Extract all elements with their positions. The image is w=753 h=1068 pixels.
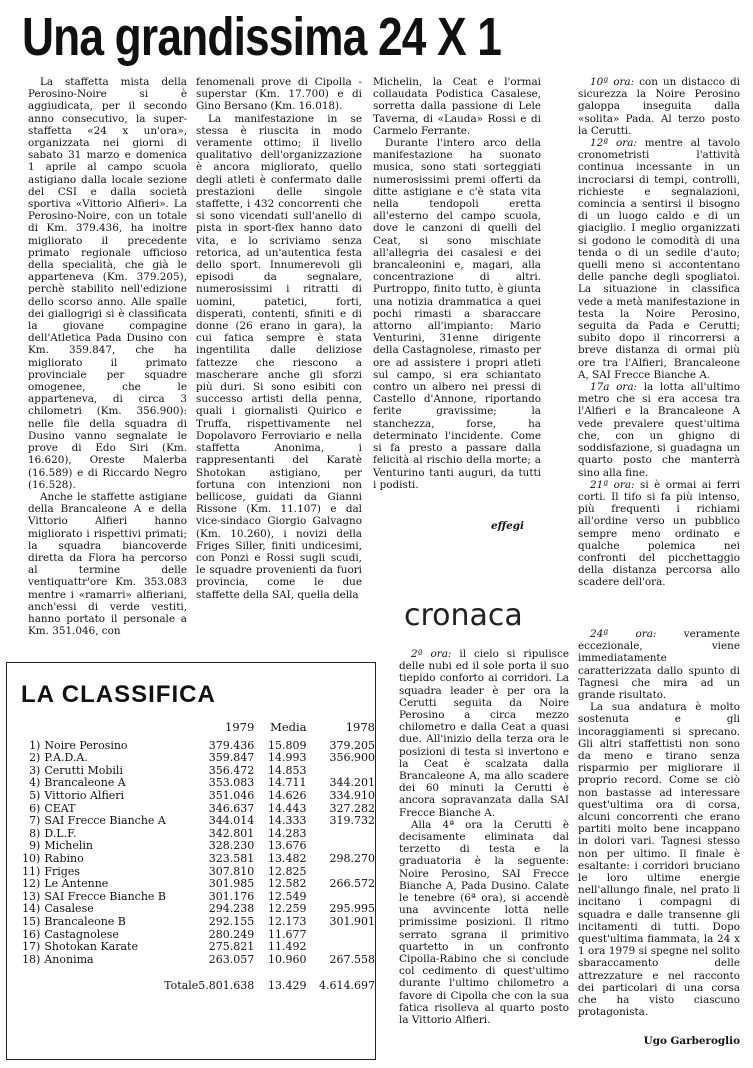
team-name: Brancaleone B [44,914,126,928]
media: 14.626 [268,788,307,802]
total-row [17,966,375,993]
team-name: D.L.F. [44,826,77,840]
paragraph: Michelin, la Ceat e l'ormai collaudata Podistica Casalese, sorretta dalla passione di Lele Taverna, di «Lauda» Rossi e di Carmelo Ferrante. [373,76,541,137]
media: 12.259 [268,902,307,916]
km-1978: 319.732 [329,814,375,828]
team-name: Shotokan Karate [44,940,138,954]
team-name: Friges [44,864,80,878]
rank: 11) [22,864,41,878]
media: 10.960 [268,952,307,966]
media: 12.549 [268,889,307,903]
team-name: Noire Perosino [44,738,128,752]
team-name: Castagnolese [44,927,119,941]
classifica-table [17,721,375,993]
classifica-box [6,662,376,1060]
rank: 12) [22,877,41,891]
table-row [17,954,375,967]
signature-effegi: effegi [490,520,524,532]
rank: 8) [29,826,41,840]
team-name: Michelin [44,839,94,853]
km-1979: 328.230 [208,839,255,853]
chronicle-column-right-top [578,76,740,666]
km-1978: 334.910 [329,788,375,802]
chronicle-column-right-bottom [578,628,740,1048]
paragraph: La staffetta mista della Perosino-Noire si è aggiudicata, per il secondo anno consecutivo, la super-staffetta «24 x un'ora», organizzata nei giorni di sabato 31 marzo e domenica 1 aprile al campo scuola astigiano dalla locale sezione del CSI e dalla società sportiva «Vittorio Alfieri». La Perosino-Noire, con un totale di Km. 379.436, ha inoltre migliorato il precedente primato regionale ufficioso della specialità, che già le apparteneva (Km. 379.205), perchè stabilito nell'edizione dello scorso anno. Alle spalle dei giallogrigi si è classificata la giovane compagine dell'Atletica Pada Dusino con Km. 359.847, che ha migliorato il primato provinciale per squadre omogenee, che le apparteneva, di circa 3 chilometri (Km. 356.900): nelle file della squadra di Dusino vanno segnalate le prove di Edo Siri (Km. 16.620), Oreste Malerba (16.589) e di Riccardo Negro (16.528). [28,76,187,491]
km-1979: 353.083 [208,776,255,790]
team-name: Anonima [44,952,94,966]
team-name: Rabino [44,851,84,865]
total-1979: 5.801.638 [198,979,255,993]
team-name: P.A.D.A. [44,751,88,765]
media: 12.582 [268,877,307,891]
classifica-title: LA CLASSIFICA [21,681,216,708]
total-media: 13.429 [268,979,307,993]
chronicle-entry: 12ª ora: mentre al tavolo cronometristi l'attività continua incessante in un incrociarsi di tempi, controlli, richieste e segnalazioni, comincia a sentirsi il bisogno di un luogo caldo e di un giaciglio. I meglio organizzati si godono le comodità di una tenda o di un sedile d'auto; quelli meno si accontentano delle panche degli spogliatoi. La situazione in classifica vede a metà manifestazione in testa la Noire Perosino, seguita da Pada e Cerutti; subito dopo il rincorrersi a breve distanza di ormai più ore tra l'Alfieri, Brancaleone A, SAI Frecce Bianche A. [578,137,740,381]
hour-label: 10ª ora: [590,76,635,88]
km-1978 [307,828,375,841]
media: 12.173 [268,914,307,928]
chronicle-entry: 21ª ora: si è ormai ai ferri corti. Il tifo si fa più intenso, più frequenti i richiami all'ordine verso un pubblico sempre meno ordinato e qualche polemica nei confronti del picchettaggio della distanza percorsa allo scadere dell'ora. [578,478,740,589]
table-row [17,752,375,765]
media: 14.853 [268,763,307,777]
media: 12.825 [268,864,307,878]
hour-label: 24ª ora: [590,628,657,640]
headline: Una grandissima 24 X 1 [22,7,502,67]
spacer [17,966,44,993]
km-1979: 359.847 [208,751,255,765]
media: 14.711 [268,776,307,790]
media: 14.333 [268,814,307,828]
rank: 7) [29,814,41,828]
chronicle-entry: 2ª ora: il cielo si ripulisce delle nubi ed il sole porta il suo tiepido conforto ai corridori. La squadra leader è per ora la Cerutti seguita da Noire Perosino a circa mezzo chilometro e dalla Ceat a quasi due. All'inizio della terza ora le posizioni di testa si invertono e la Ceat è scalzata dalla Brancaleone A, ma allo scadere dei 60 minuti la Cerutti è ancora sopravanzata dalla SAI Frecce Bianche A. [399,648,569,819]
km-1979: 342.801 [208,826,255,840]
team-name: Cerutti Mobili [44,763,123,777]
km-1978: 267.558 [329,952,375,966]
rank: 15) [22,914,41,928]
media: 14.993 [268,751,307,765]
rank: 16) [22,927,41,941]
team-name: Brancaleone A [44,776,126,790]
media: 14.283 [268,826,307,840]
chronicle-entry: Alla 4ª ora la Cerutti è decisamente eliminata dal terzetto di testa e la graduatoria è la seguente: Noire Perosino, SAI Frecce Bianche A, Pada Dusino. Calate le tenebre (6ª ora), si accendè una avvincente lotta nelle primissime posizioni. Il ritmo serrato sgrana il primitivo quartetto in un confronto Cipolla-Rabino che si conclude col cedimento di quest'ultimo durante l'ultimo chilometro a favore di Cipolla che con la sua fatica risolleva al quarto posto la Vittorio Alfieri. [399,818,569,1027]
hour-label: 12ª ora: [590,137,637,150]
media: 13.482 [268,851,307,865]
header-media: Media [270,720,307,734]
team-name: Vittorio Alfieri [44,788,125,802]
table-row [17,815,375,828]
rank: 5) [29,788,41,802]
km-1979: 351.046 [208,788,255,802]
hour-label: 2ª ora: [411,648,452,660]
media: 14.443 [268,801,307,815]
km-1979: 356.472 [208,763,255,777]
team-name: Casalese [44,902,94,916]
hour-label: 17a ora: [590,381,638,394]
article-column-3 [373,76,541,531]
table-row [17,916,375,929]
paragraph: Durante l'intero arco della manifestazione ha suonato musica, sono stati sorteggiati numerosissimi premi offerti da ditte astigiane e c'è stata vita nella tendopoli eretta all'esterno del campo scuola, dove le canzoni di quelli del Ceat, si sono mischiate all'allegria dei casalesi e dei brancaleonini e, magari, alla concentrazione di altri. Purtroppo, finito tutto, è giunta una notizia drammatica a quei pochi rimasti a sbaraccare attorno all'impianto: Mario Venturini, 31enne dirigente della Castagnolese, rimasto per ore ad assistere i propri atleti sul campo, si era schiantato contro un albero nei pressi di Castello d'Annone, riportando ferite gravissime; la stanchezza, forse, ha determinato l'incidente. Come si fa presto a passare dalla felicità al rischio della morte; a Venturino tanti auguri, da tutti i podisti. [373,137,541,491]
chronicle-entry: 24ª ora: veramente eccezionale, viene immediatamente caratterizzata dallo spunto di Tagnesi che mira ad un grande risultato. [578,628,740,702]
rank: 2) [29,751,41,765]
rank: 9) [29,839,41,853]
media: 11.677 [268,927,307,941]
rank: 1) [29,738,41,752]
total-label: Totale [164,979,199,993]
km-1979: 346.637 [208,801,255,815]
km-1978: 301.901 [329,914,375,928]
km-1978: 344.201 [329,776,375,790]
media: 15.809 [268,738,307,752]
team-name: SAI Frecce Bianche A [44,814,166,828]
rank: 18) [22,952,41,966]
chronicle-entry: La sua andatura è molto sostenuta e gli incoraggiamenti si sprecano. Gli altri staffettisti non sono da meno e tirano senza risparmio per migliorare il proprio record. Come se ciò non bastasse ad interessare quest'ultima ora di corsa, alcuni concorrenti che erano partiti molto bene incappano in dolori vari. Tagnesi stesso non per ultimo. Il finale è esaltante: i corridori bruciano le loro ultime energie nell'allungo finale, nel prato li incitano i compagni di squadra e dalle transenne gli incitamenti di tutti. Dopo quest'ultima fiammata, la 24 x 1 ora 1979 si spegne nel solito sbaraccamento delle attrezzature e nel racconto dei particolari di una corsa che ha visto ciascuno protagonista. [578,701,740,1019]
km-1978: 298.270 [329,851,375,865]
header-1978: 1978 [345,720,375,734]
rank: 6) [29,801,41,815]
chronicle-column-center [399,648,569,1043]
km-1979: 294.238 [208,902,255,916]
km-1978: 327.282 [329,801,375,815]
rank: 4) [29,776,41,790]
km-1979: 344.014 [208,814,255,828]
km-1978: 356.900 [329,751,375,765]
total-1978: 4.614.697 [319,979,375,993]
paragraph: fenomenali prove di Cipolla - superstar (Km. 17.700) e di Gino Bersano (Km. 16.018). [196,76,362,113]
km-1979: 275.821 [208,940,255,954]
signature-author: Ugo Garberoglio [643,1035,740,1047]
media: 13.676 [268,839,307,853]
table-row [17,878,375,891]
media: 11.492 [268,940,307,954]
chronicle-entry: 10ª ora: con un distacco di sicurezza la Noire Perosino galoppa inseguita dalla «solita» Pada. Al terzo posto la Cerutti. [578,76,740,137]
km-1978: 379.205 [329,738,375,752]
km-1978: 266.572 [329,877,375,891]
table-header-row [17,721,375,740]
rank: 13) [22,889,41,903]
chronicle-entry: 17a ora: la lotta all'ultimo metro che si era accesa tra l'Alfieri e la Brancaleone A vede prevalere quest'ultima che, con un ghigno di soddisfazione, si guadagna un quarto posto che manterrà sino alla fine. [578,381,741,479]
paragraph: La manifestazione in se stessa è riuscita in modo veramente ottimo; il livello qualitativo dell'organizzazione è ancora migliorato, quello degli atleti è confermato dalle prestazioni delle singole staffette, i 432 concorrenti che si sono vicendati sull'anello di pista in sport-flex hanno dato vita, e lo scriviamo senza retorica, ad un'autentica festa dello sport. Innumerevoli gli episodi da segnalare, numerosissimi i ritratti di uomini, patetici, forti, disperati, contenti, sfiniti e di donne (26 erano in gara), la cui fatica sempre è stata ingentilita dalle deliziose fattezze che riescono a mascherare anche gli sforzi più duri. Si sono esibiti con successo artisti della penna, quali i giornalisti Quirico e Truffa, rispettivamente nel Dopolavoro Ferroviario e nella staffetta Anonima, i rappresentanti del Karatè Shotokan astigiano, per fortuna con intenzioni non bellicose, guidati da Gianni Rissone (Km. 11.107) e dal vice-sindaco Giorgio Galvagno (Km. 10.260), i novizi della Friges Siller, finiti undicesimi, con Ponzi e Rossi sugli scudi, le squadre provenienti da fuori provincia, come le due staffette della SAI, quella della [196,112,362,601]
rank: 3) [29,763,41,777]
rank: 17) [22,940,41,954]
km-1979: 292.155 [208,914,255,928]
km-1979: 307.810 [208,864,255,878]
team-name: SAI Frecce Bianche B [44,889,166,903]
table-row [17,941,375,954]
km-1979: 263.057 [208,952,255,966]
km-1979: 301.176 [208,889,255,903]
km-1978: 295.995 [329,902,375,916]
article-column-2 [196,76,362,631]
table-row [17,790,375,803]
team-name: CEAT [44,801,76,815]
hour-label: 21ª ora: [590,478,635,491]
km-1979: 301.985 [208,877,255,891]
header-1979: 1979 [225,720,255,734]
km-1979: 280.249 [208,927,255,941]
km-1978 [307,941,375,954]
cronaca-heading: cronaca [404,598,523,633]
table-row [17,853,375,866]
km-1978 [307,929,375,942]
article-column-1 [28,76,187,638]
km-1979: 379.436 [208,738,255,752]
team-name: Le Antenne [44,877,109,891]
rank: 10) [22,851,41,865]
rank: 14) [22,902,41,916]
km-1979: 323.581 [208,851,255,865]
paragraph: Anche le staffette astigiane della Brancaleone A e della Vittorio Alfieri hanno migliorato i rispettivi primati; la squadra biancoverde diretta da Flora ha percorso al termine delle ventiquattr'ore Km. 353.083 mentre i «ramarri» alfieriani, anch'essi di verde vestiti, hanno portato il personale a Km. 351.046, con [28,490,187,638]
